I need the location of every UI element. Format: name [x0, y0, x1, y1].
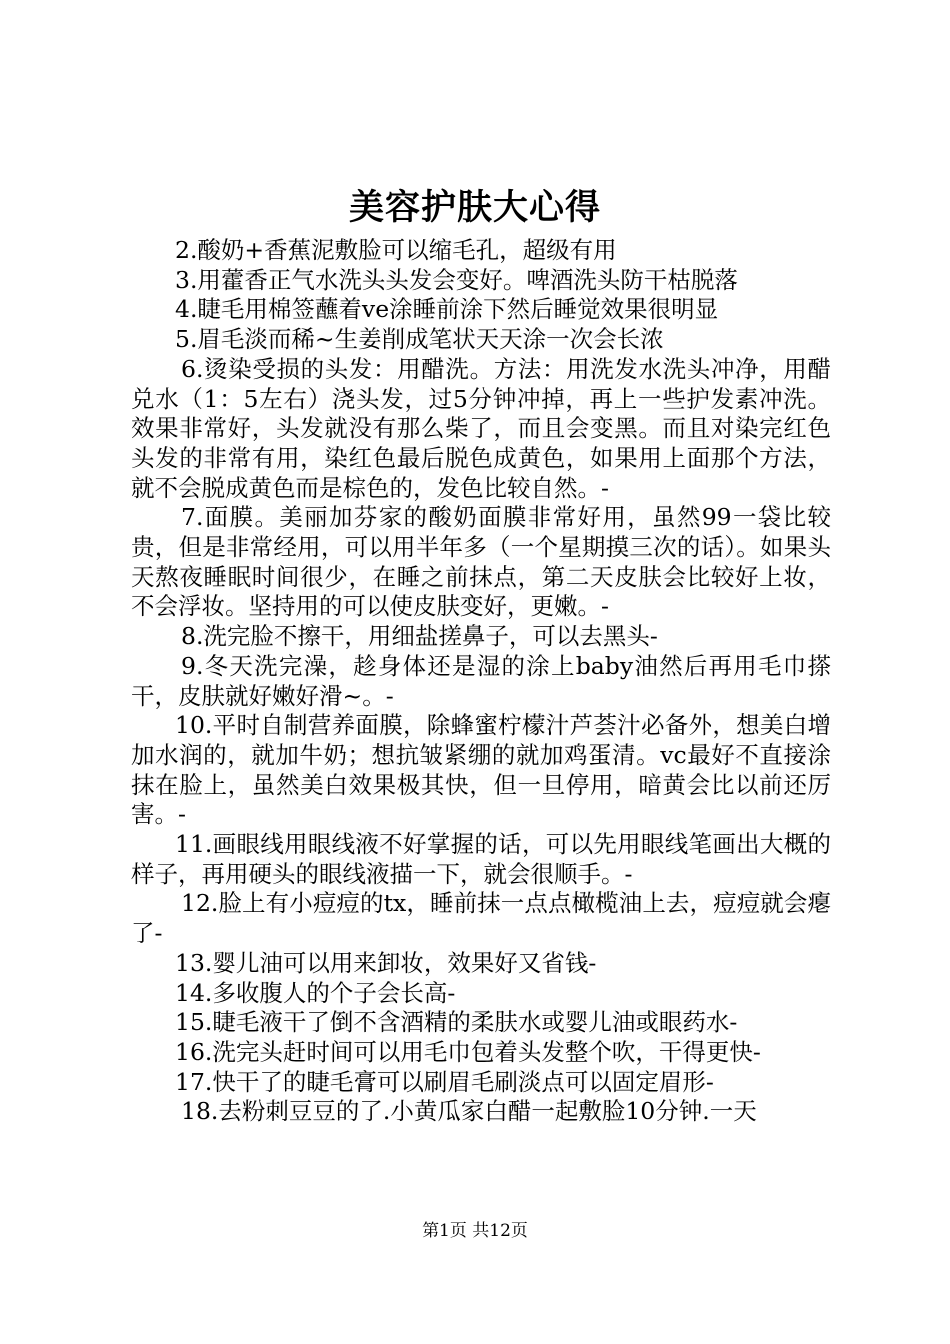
paragraph: 16.洗完头赶时间可以用毛巾包着头发整个吹，干得更快- [175, 1037, 761, 1066]
document-body [131, 236, 831, 1127]
paragraph: 9.冬天洗完澡，趁身体还是湿的涂上baby油然后再用毛巾搽干，皮肤就好嫩好滑~。- [131, 651, 831, 710]
paragraph: 10.平时自制营养面膜，除蜂蜜柠檬汁芦荟汁必备外，想美白增加水润的，就加牛奶；想抗皱紧绷的就加鸡蛋清。vc最好不直接涂抹在脸上，虽然美白效果极其快，但一旦停用，暗黄会比以前还厉害。- [131, 711, 831, 829]
paragraph: 4.睫毛用棉签蘸着ve涂睡前涂下然后睡觉效果很明显 [175, 295, 719, 324]
paragraph: 14.多收腹人的个子会长高- [175, 978, 456, 1007]
paragraph: 15.睫毛液干了倒不含酒精的柔肤水或婴儿油或眼药水- [175, 1008, 738, 1037]
paragraph: 13.婴儿油可以用来卸妆，效果好又省钱- [175, 948, 597, 977]
paragraph: 8.洗完脸不擦干，用细盐搓鼻子，可以去黑头- [181, 622, 658, 651]
paragraph: 6.烫染受损的头发：用醋洗。方法：用洗发水洗头冲净，用醋兑水（1：5左右）浇头发，过5分钟冲掉，再上一些护发素冲洗。效果非常好，头发就没有那么柴了，而且会变黑。而且对染完红色头发的非常有用，染红色最后脱色成黄色，如果用上面那个方法，就不会脱成黄色而是棕色的，发色比较自然。- [131, 354, 831, 502]
paragraph: 18.去粉刺豆豆的了.小黄瓜家白醋一起敷脸10分钟.一天 [181, 1097, 757, 1126]
paragraph: 7.面膜。美丽加芬家的酸奶面膜非常好用，虽然99一袋比较贵，但是非常经用，可以用半年多（一个星期摸三次的话）。如果头天熬夜睡眠时间很少，在睡之前抹点，第二天皮肤会比较好上妆，不会浮妆。坚持用的可以使皮肤变好，更嫩。- [131, 503, 831, 621]
paragraph: 5.眉毛淡而稀~生姜削成笔状天天涂一次会长浓 [175, 325, 664, 354]
paragraph: 12.脸上有小痘痘的tx，睡前抹一点点橄榄油上去，痘痘就会瘪了- [131, 889, 831, 948]
paragraph: 2.酸奶+香蕉泥敷脸可以缩毛孔，超级有用 [175, 236, 617, 264]
page-footer: 第1页 共12页 [422, 1221, 528, 1241]
paragraph: 11.画眼线用眼线液不好掌握的话，可以先用眼线笔画出大概的样子，再用硬头的眼线液描一下，就会很顺手。- [131, 830, 831, 888]
page-title: 美容护肤大心得 [348, 187, 601, 228]
paragraph: 3.用藿香正气水洗头头发会变好。啤酒洗头防干枯脱落 [175, 265, 738, 294]
paragraph: 17.快干了的睫毛膏可以刷眉毛刷淡点可以固定眉形- [175, 1067, 714, 1096]
